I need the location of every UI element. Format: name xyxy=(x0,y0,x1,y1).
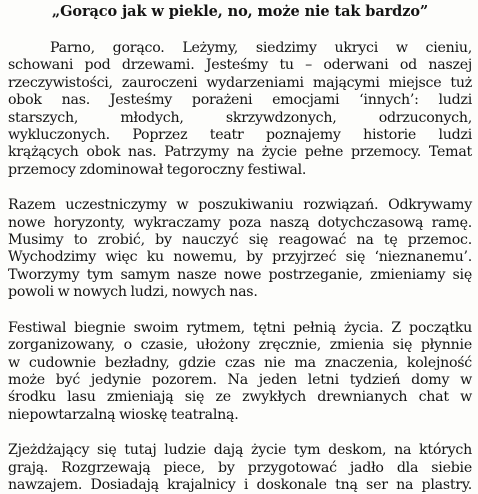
paragraph-line: Zjeżdżający się tutaj ludzie dają życie tym deskom, na których xyxy=(8,442,472,459)
paragraph-line: może być jedynie pozorem. Na jeden letni tydzień domy w xyxy=(8,371,472,388)
paragraph-spacer xyxy=(8,424,472,442)
paragraph-spacer xyxy=(8,302,472,320)
paragraph-line: schowani pod drzewami. Jesteśmy tu – oderwani od naszej xyxy=(8,57,472,74)
paragraph-line: niepowtarzalną wioskę teatralną. xyxy=(8,406,239,423)
article-title: „Gorąco jak w piekle, no, może nie tak bardzo” xyxy=(51,3,429,20)
paragraph-line: Tworzymy tym samym nasze nowe postrzeganie, zmieniamy się xyxy=(8,266,472,283)
paragraph-line: przemocy zdominował tegoroczny festiwal. xyxy=(8,161,307,178)
paragraph-line: wykluczonych. Poprzez teatr poznajemy historie ludzi xyxy=(8,127,472,144)
paragraph-2 xyxy=(8,197,472,301)
paragraph-line: Razem uczestniczymy w poszukiwaniu rozwiązań. Odkrywamy xyxy=(8,197,472,214)
paragraph-line: w cudownie bezładny, gdzie czas nie ma znaczenia, kolejność xyxy=(8,354,472,371)
paragraph-1 xyxy=(8,40,472,179)
paragraph-3 xyxy=(8,320,472,424)
paragraph-line: Festiwal biegnie swoim rytmem, tętni pełnią życia. Z początku xyxy=(8,319,472,336)
paragraph-line: zorganizowany, o czasie, ułożony zręcznie, zmienia się płynnie xyxy=(8,337,472,354)
paragraph-line: nowe horyzonty, wykraczamy poza naszą dotychczasową ramę. xyxy=(8,214,472,231)
paragraph-line: powoli w nowych ludzi, nowych nas. xyxy=(8,284,258,301)
paragraph-line: Parno, gorąco. Leżymy, siedzimy ukryci w cieniu, xyxy=(50,40,472,56)
paragraph-line: Musimy to zrobić, by nauczyć się reagować na tę przemoc. xyxy=(8,232,472,249)
paragraph-line: środku lasu zmieniają się ze zwykłych drewnianych chat w xyxy=(8,389,472,406)
paragraph-line: rzeczywistości, zauroczeni wydarzeniami mającymi miejsce tuż xyxy=(8,74,472,91)
paragraph-line: starszych, młodych, skrzywdzonych, odrzuconych, xyxy=(8,109,472,126)
paragraph-line: grają. Rozgrzewają piece, by przygotować jadło dla siebie xyxy=(8,459,472,476)
paragraph-line: krążących obok nas. Patrzymy na życie pełne przemocy. Temat xyxy=(8,144,472,161)
paragraph-spacer xyxy=(8,179,472,197)
paragraph-line: Wychodzimy więc ku nowemu, by przyjrzeć się ‘nieznanemu’. xyxy=(8,249,472,266)
paragraph-line: nawzajem. Dosiadają krajalnicy i doskonale tną ser na plastry. xyxy=(8,476,472,493)
paragraph-4 xyxy=(8,442,472,494)
paragraph-line: obok nas. Jesteśmy porażeni emocjami ‘innych’: ludzi xyxy=(8,92,472,109)
